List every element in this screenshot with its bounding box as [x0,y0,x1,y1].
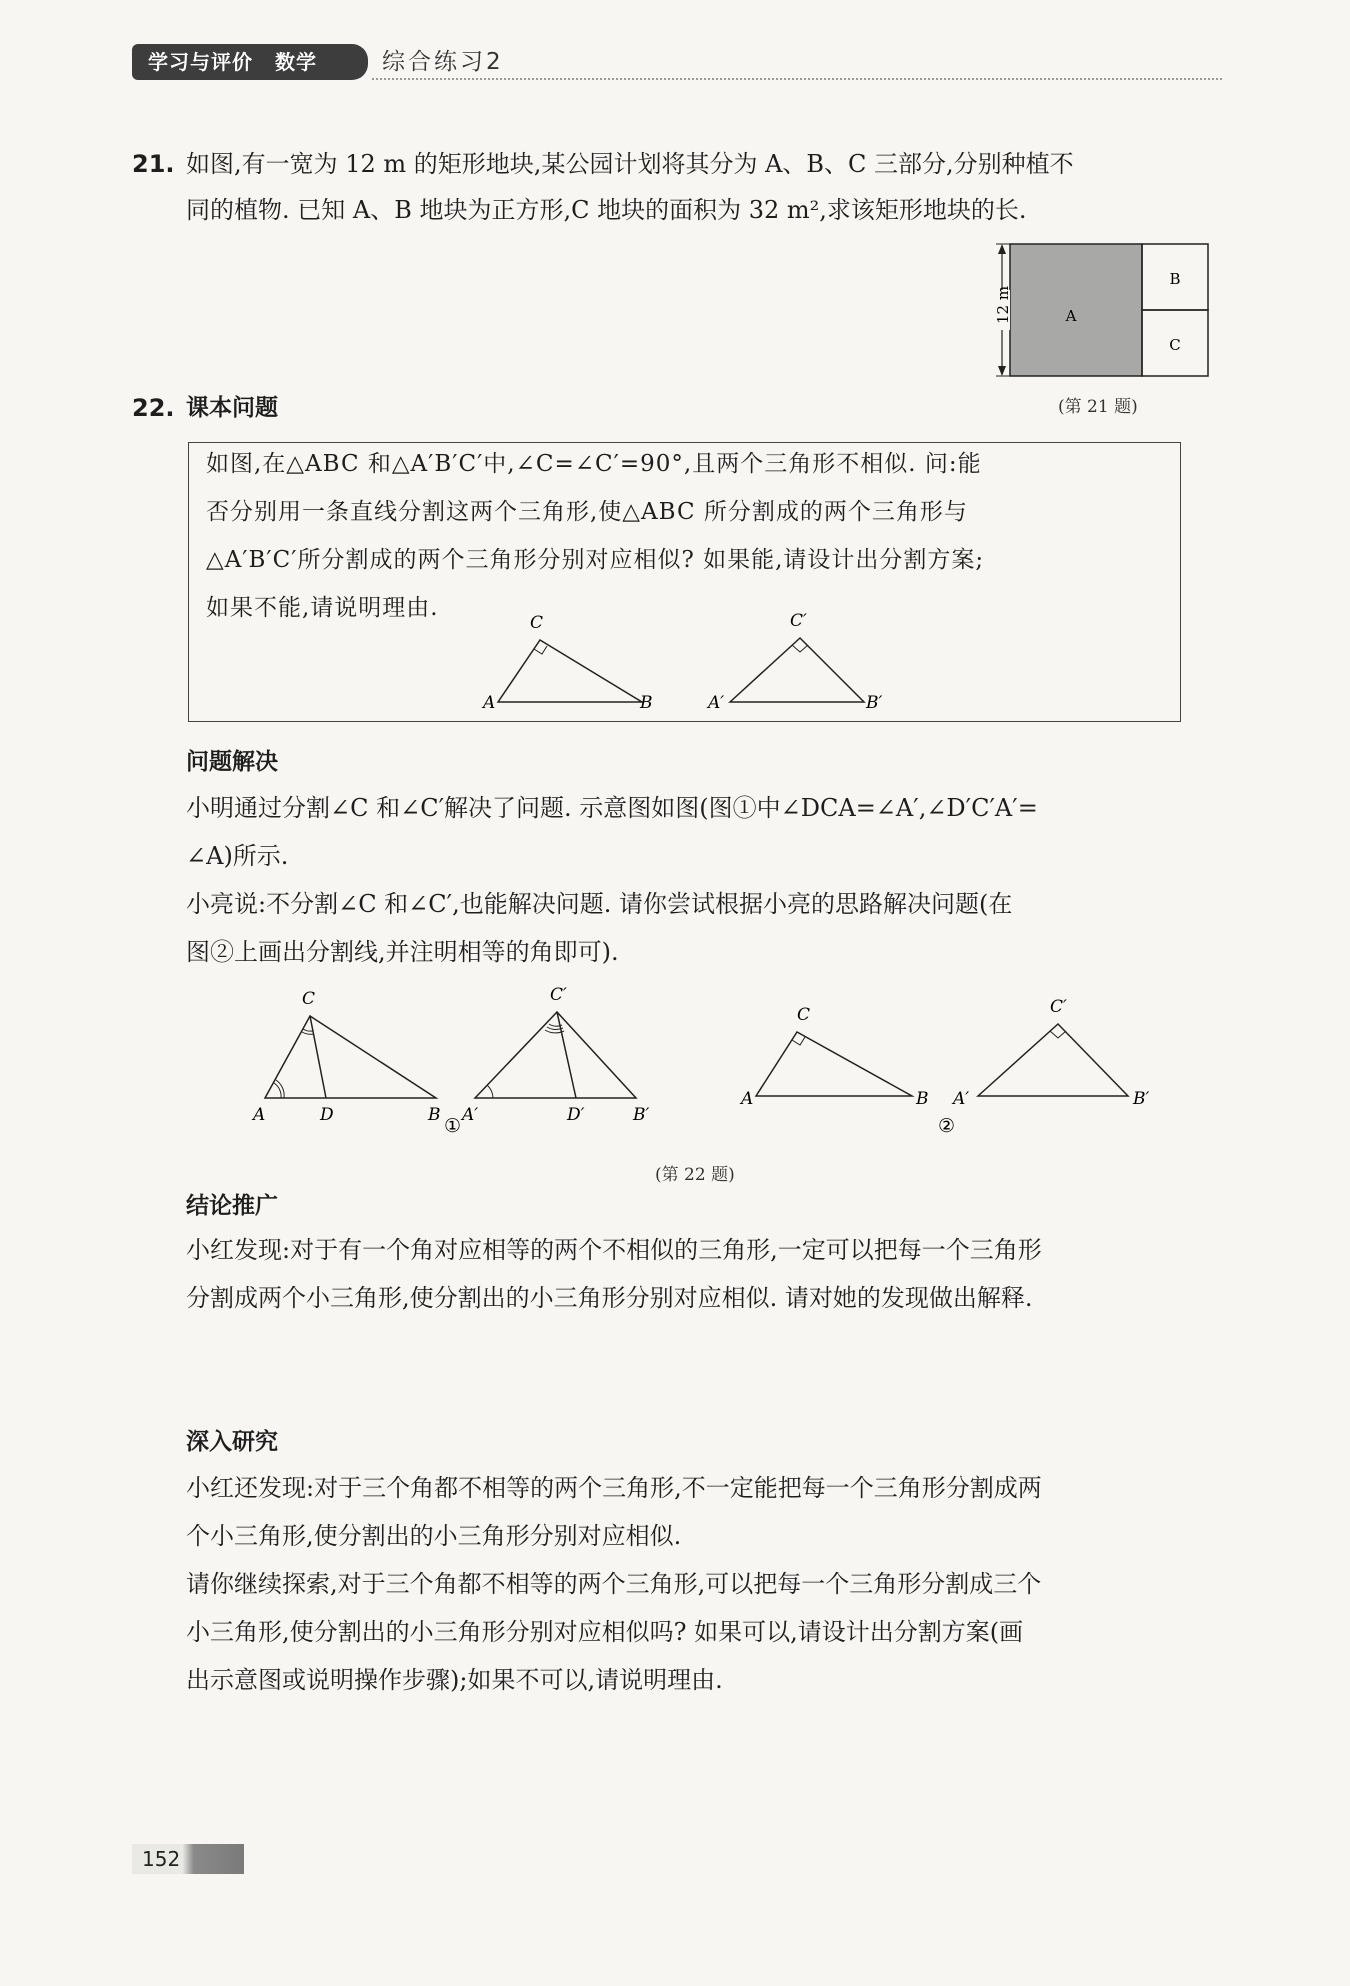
q21-figure [985,236,1225,416]
fig1-label-a: A [253,1105,266,1125]
fig1-label-c: C [302,989,316,1009]
box-label-a: A [483,693,496,713]
fig2-marker: ② [938,1115,956,1137]
solve-line1: 小明通过分割∠C 和∠C′解决了问题. 示意图如图(图①中∠DCA=∠A′,∠D′C′A′= [186,794,1038,822]
conclusion-title: 结论推广 [186,1193,278,1219]
solve-title: 问题解决 [186,749,278,775]
fig1-split-c2d2 [557,1012,576,1098]
solve-line4: 图②上画出分割线,并注明相等的角即可). [186,938,619,966]
header-subject: 数学 [275,50,317,74]
fig1-triangle-prime [475,1012,636,1098]
fig1-label-b: B [428,1105,441,1125]
solve-line3: 小亮说:不分割∠C 和∠C′,也能解决问题. 请你尝试根据小亮的思路解决问题(在 [186,890,1013,918]
conclusion-line2: 分割成两个小三角形,使分割出的小三角形分别对应相似. 请对她的发现做出解释. [186,1284,1033,1312]
header-rule [372,78,1222,80]
fig1-triangle [265,1016,436,1098]
further-title: 深入研究 [186,1429,278,1455]
box-triangles [480,608,900,718]
fig2-triangle-prime [978,1024,1128,1096]
triangle-abc [498,640,642,702]
page-number: 152 [132,1844,244,1874]
box-label-c2: C′ [790,611,807,631]
dim-label: 12 m [994,285,1012,324]
q22-caption: (第 22 题) [655,1165,735,1185]
fig1-split-cd [310,1016,326,1098]
box-label-a2: A′ [708,693,725,713]
q22-number: 22. [132,394,175,422]
q21-number: 21. [132,150,175,178]
conclusion-line1: 小红发现:对于有一个角对应相等的两个不相似的三角形,一定可以把每一个三角形 [186,1236,1042,1264]
fig1-label-b2: B′ [633,1105,650,1125]
fig2-label-a: A [741,1089,754,1109]
further-line2: 个小三角形,使分割出的小三角形分别对应相似. [186,1522,682,1550]
label-c: C [1169,336,1181,354]
fig1-label-a2: A′ [462,1105,479,1125]
box-label-c: C [530,613,544,633]
further-line1: 小红还发现:对于三个角都不相等的两个三角形,不一定能把每一个三角形分割成两 [186,1474,1042,1502]
fig2-label-c: C [797,1005,811,1025]
label-b: B [1169,270,1181,288]
box-line2: 否分别用一条直线分割这两个三角形,使△ABC 所分割成的两个三角形与 [206,499,968,525]
further-line4: 小三角形,使分割出的小三角形分别对应相似吗? 如果可以,请设计出分割方案(画 [186,1618,1024,1646]
triangle-abc-prime [730,638,864,702]
box-line1: 如图,在△ABC 和△A′B′C′中,∠C=∠C′=90°,且两个三角形不相似. 问:能 [206,451,982,477]
label-a: A [1065,307,1077,325]
fig1-marker: ① [444,1115,462,1137]
q22-title: 课本问题 [186,395,278,421]
fig1-label-d2: D′ [567,1105,585,1125]
box-line3: △A′B′C′所分割成的两个三角形分别对应相似? 如果能,请设计出分割方案; [206,547,985,573]
header-section: 综合练习2 [382,49,504,75]
fig2-label-b2: B′ [1133,1089,1150,1109]
fig2-label-c2: C′ [1050,997,1067,1017]
solve-line2: ∠A)所示. [186,842,289,870]
header-book: 学习与评价 [148,50,253,74]
box-label-b: B [640,693,653,713]
further-line3: 请你继续探索,对于三个角都不相等的两个三角形,可以把每一个三角形分割成三个 [186,1570,1042,1598]
header-badge [132,44,368,80]
q21-caption: (第 21 题) [1058,397,1138,417]
box-line4: 如果不能,请说明理由. [206,595,439,621]
fig2-label-a2: A′ [953,1089,970,1109]
fig2-label-b: B [916,1089,929,1109]
fig1-label-d: D [320,1105,334,1125]
q21-line1: 如图,有一宽为 12 m 的矩形地块,某公园计划将其分为 A、B、C 三部分,分别种植不 [186,150,1074,178]
further-line5: 出示意图或说明操作步骤);如果不可以,请说明理由. [186,1666,723,1694]
q21-line2: 同的植物. 已知 A、B 地块为正方形,C 地块的面积为 32 m²,求该矩形地块的长. [186,196,1027,224]
fig1-label-c2: C′ [550,985,567,1005]
box-label-b2: B′ [866,693,883,713]
fig2-triangle [756,1032,912,1096]
q22-figures [240,984,1170,1144]
